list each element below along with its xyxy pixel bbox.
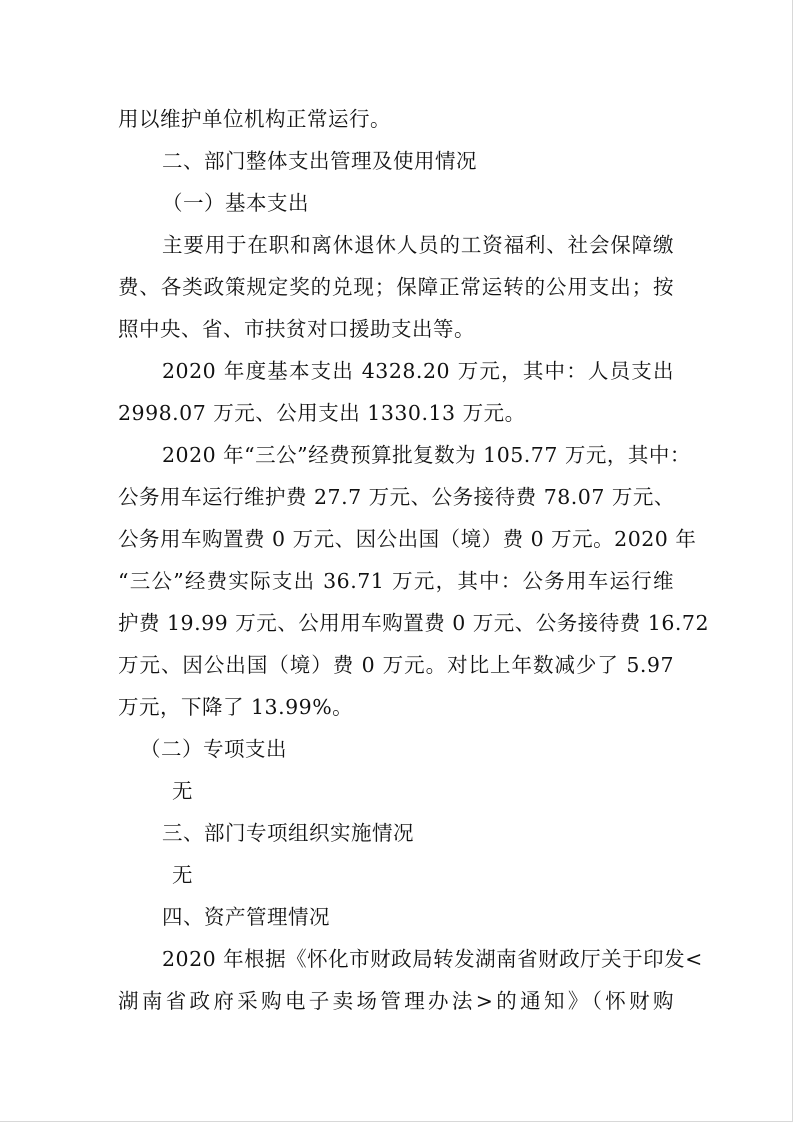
paragraph-line: 2020 年根据《怀化市财政局转发湖南省财政厅关于印发<	[162, 947, 703, 971]
section-heading: 三、部门专项组织实施情况	[162, 821, 414, 845]
paragraph-line: 万元，下降了 13.99%。	[118, 695, 354, 719]
subsection-heading: （二）专项支出	[140, 737, 287, 761]
paragraph-line: 公务用车购置费 0 万元、因公出国（境）费 0 万元。2020 年	[118, 527, 697, 551]
paragraph-line: 主要用于在职和离休退休人员的工资福利、社会保障缴	[162, 233, 674, 257]
paragraph-line: 护费 19.99 万元、公用用车购置费 0 万元、公务接待费 16.72	[118, 611, 709, 635]
paragraph-line: “三公”经费实际支出 36.71 万元，其中：公务用车运行维	[118, 569, 674, 593]
paragraph-line: 用以维护单位机构正常运行。	[118, 107, 391, 131]
paragraph-line: 2020 年“三公”经费预算批复数为 105.77 万元，其中：	[162, 443, 691, 467]
paragraph-line: 2020 年度基本支出 4328.20 万元，其中：人员支出	[162, 359, 674, 383]
subsection-heading: （一）基本支出	[162, 191, 309, 215]
paragraph-line: 照中央、省、市扶贫对口援助支出等。	[118, 317, 475, 341]
paragraph-line: 费、各类政策规定奖的兑现；保障正常运转的公用支出；按	[118, 275, 674, 299]
paragraph-line: 公务用车运行维护费 27.7 万元、公务接待费 78.07 万元、	[118, 485, 675, 509]
paragraph-line: 万元、因公出国（境）费 0 万元。对比上年数减少了 5.97	[118, 653, 674, 677]
paragraph-line: 湖南省政府采购电子卖场管理办法>的通知》（怀财购	[118, 989, 674, 1013]
section-heading: 二、部门整体支出管理及使用情况	[162, 149, 477, 173]
section-heading: 四、资产管理情况	[162, 905, 330, 929]
paragraph-line: 2998.07 万元、公用支出 1330.13 万元。	[118, 401, 526, 425]
paragraph-line: 无	[172, 779, 193, 803]
paragraph-line: 无	[172, 863, 193, 887]
